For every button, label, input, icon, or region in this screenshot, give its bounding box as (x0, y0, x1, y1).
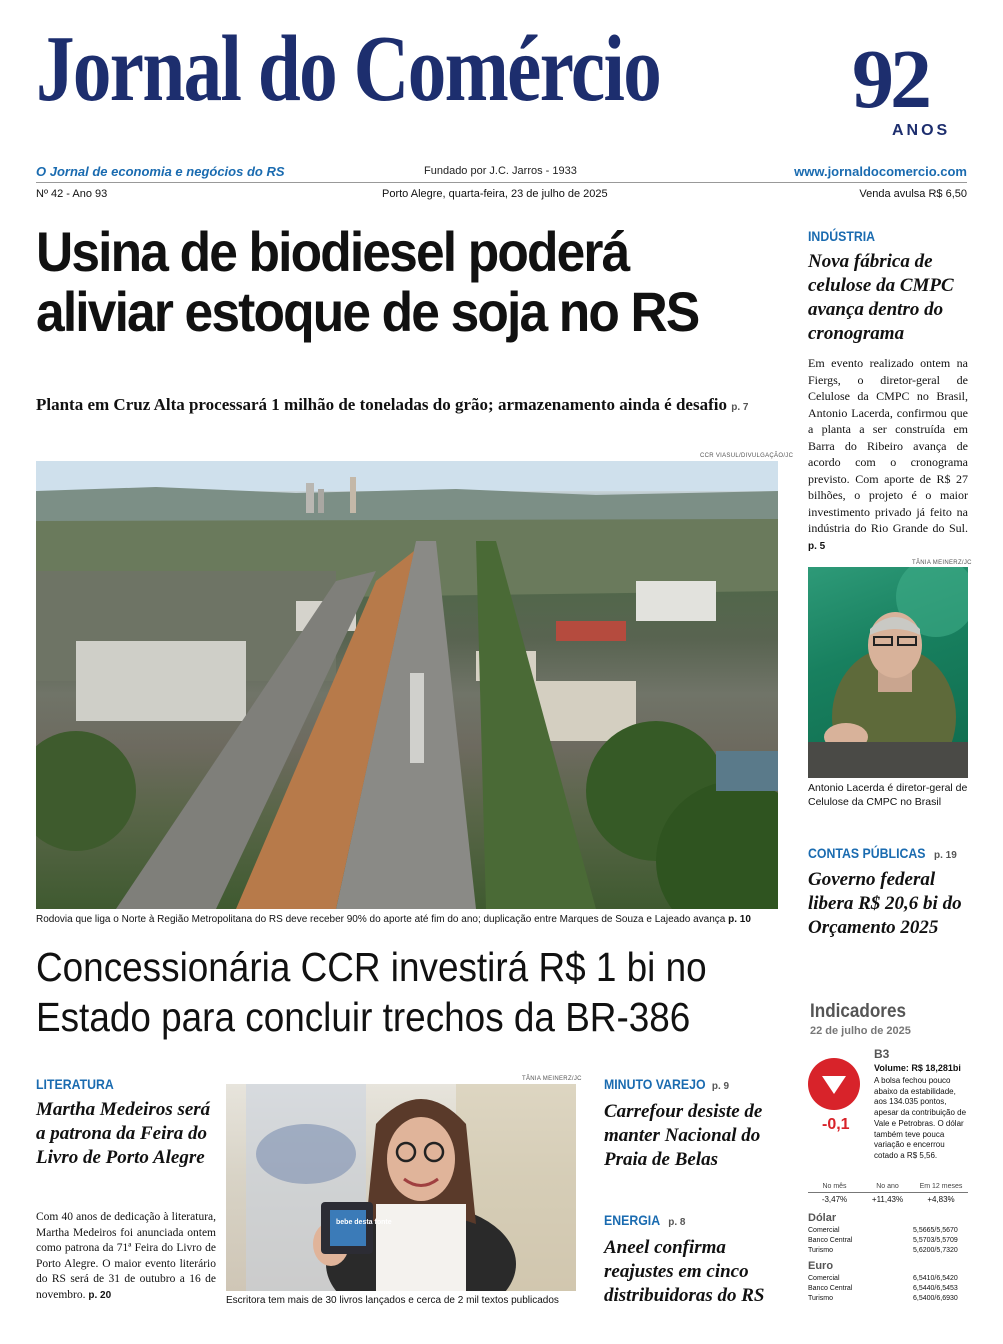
contas-page-ref[interactable]: p. 19 (933, 850, 957, 861)
literatura-body-text: Com 40 anos de dedicação à literatura, Martha Medeiros foi anunciada ontem como patrona da 71ª Feira do Livro de Porto Alegre. O maior evento literário do RS será de 31 de outubro a 16 de novembro. (36, 1211, 216, 1301)
period-values (808, 1195, 968, 1204)
edition-number: Nº 42 - Ano 93 (36, 188, 108, 200)
period-value: +4,83% (927, 1195, 955, 1204)
rate-value: 6,5410/6,5420 (913, 1275, 958, 1282)
indicadores-title: Indicadores (810, 1001, 906, 1022)
main-caption-text: Rodovia que liga o Norte à Região Metropolitana do RS deve receber 90% do aporte até fim do ano; duplicação entre Marques de Souza e Lajeado avança (36, 914, 726, 925)
euro-label: Euro (808, 1260, 834, 1272)
mug-text: bebe desta fonte (336, 1219, 392, 1226)
indicadores-date: 22 de julho de 2025 (810, 1025, 911, 1037)
rate-value: 5,5665/5,5670 (913, 1227, 958, 1234)
varejo-page-ref[interactable]: p. 9 (711, 1081, 730, 1092)
table-row (808, 1285, 968, 1292)
industria-page-ref[interactable]: p. 5 (808, 540, 826, 552)
main-photo-caption (36, 914, 751, 925)
header-divider (36, 182, 967, 183)
martha-photo (226, 1084, 576, 1291)
highway-aerial-image (36, 461, 778, 909)
website-link[interactable]: www.jornaldocomercio.com (794, 164, 967, 179)
industria-body (808, 355, 968, 555)
masthead-title: Jornal do Comércio (36, 17, 661, 121)
tagline: O Jornal de economia e negócios do RS (36, 164, 285, 179)
main-photo (36, 461, 778, 909)
industria-photo-caption: Antonio Lacerda é diretor-geral de Celulose da CMPC no Brasil (808, 782, 968, 808)
literatura-photo-caption: Escritora tem mais de 30 livros lançados e cerca de 2 mil textos publicados (226, 1295, 559, 1306)
main-photo-credit: CCR VIASUL/DIVULGAÇÃO/JC (700, 453, 794, 459)
energia-header (604, 1212, 685, 1230)
rate-name: Turismo (808, 1295, 834, 1302)
table-row (808, 1227, 968, 1234)
author-image (226, 1084, 576, 1291)
period-value: +11,43% (871, 1195, 904, 1204)
anniversary-label: ANOS (892, 122, 951, 139)
contas-section-label: CONTAS PÚBLICAS (808, 845, 926, 861)
rate-name: Comercial (808, 1275, 840, 1282)
table-row (808, 1275, 968, 1282)
table-row (808, 1247, 968, 1254)
literatura-title[interactable]: Martha Medeiros será a patrona da Feira do Livro de Porto Alegre (36, 1099, 211, 1168)
rate-name: Banco Central (808, 1237, 853, 1244)
dateline: Porto Alegre, quarta-feira, 23 de julho de 2025 (382, 188, 608, 200)
rate-value: 5,6200/5,7320 (913, 1247, 958, 1254)
contas-header (808, 845, 957, 863)
industria-section-label: INDÚSTRIA (808, 228, 876, 244)
founded-line: Fundado por J.C. Jarros - 1933 (424, 165, 577, 177)
industria-photo-credit: TÂNIA MEINERZ/JC (912, 560, 972, 566)
period-divider (808, 1192, 968, 1193)
ccr-headline-line2: Estado para concluir trechos da BR-386 (36, 994, 691, 1040)
industria-title[interactable]: Nova fábrica de celulose da CMPC avança dentro do cronograma (808, 251, 954, 344)
period-headers (808, 1183, 968, 1190)
period-value: -3,47% (821, 1195, 848, 1204)
b3-label: B3 (874, 1047, 890, 1061)
b3-text: A bolsa fechou pouco abaixo da estabilidade, aos 134.035 pontos, apesar da contribuição de Vale e Petrobras. O dólar também teve pouca variação e encerrou cotado a R$ 5,56. (874, 1076, 967, 1160)
energia-page-ref[interactable]: p. 8 (668, 1217, 686, 1228)
varejo-header (604, 1076, 729, 1094)
rate-value: 5,5703/5,5709 (913, 1237, 958, 1244)
table-row (808, 1295, 968, 1302)
lead-subhead-text: Planta em Cruz Alta processará 1 milhão de toneladas do grão; armazenamento ainda é desafio (36, 395, 727, 414)
table-row (808, 1237, 968, 1244)
varejo-section-label: MINUTO VAREJO (604, 1076, 706, 1092)
main-caption-page-ref[interactable]: p. 10 (728, 914, 751, 925)
rate-name: Banco Central (808, 1285, 853, 1292)
dolar-label: Dólar (808, 1212, 837, 1224)
period-header: No mês (822, 1183, 847, 1190)
lead-headline[interactable]: Usina de biodiesel poderá aliviar estoque de soja no RS (36, 220, 699, 343)
lead-page-ref[interactable]: p. 7 (731, 402, 749, 413)
lacerda-photo (808, 567, 968, 778)
contas-title[interactable]: Governo federal libera R$ 20,6 bi do Orçamento 2025 (808, 869, 962, 938)
literatura-section-label: LITERATURA (36, 1076, 114, 1092)
rate-name: Turismo (808, 1247, 834, 1254)
ccr-headline[interactable] (36, 942, 707, 1042)
period-header: Em 12 meses (919, 1183, 963, 1190)
ccr-headline-line1: Concessionária CCR investirá R$ 1 bi no (36, 944, 707, 990)
literatura-photo-credit: TÂNIA MEINERZ/JC (522, 1076, 582, 1082)
literatura-page-ref[interactable]: p. 20 (88, 1289, 112, 1301)
rate-value: 6,5440/6,5453 (913, 1285, 958, 1292)
period-header: No ano (876, 1183, 899, 1190)
lead-subhead (36, 395, 748, 415)
rate-name: Comercial (808, 1227, 840, 1234)
rate-value: 6,5400/6,6930 (913, 1295, 958, 1302)
varejo-title[interactable]: Carrefour desiste de manter Nacional do Praia de Belas (604, 1101, 763, 1170)
b3-volume: Volume: R$ 18,281bi (874, 1063, 961, 1073)
literatura-body (36, 1210, 216, 1303)
industria-body-text: Em evento realizado ontem na Fiergs, o diretor-geral de Celulose da CMPC no Brasil, Antonio Lacerda, confirmou que a planta a ser construída em Barra do Ribeiro avança de acordo com o cronograma previsto. Com aporte de R$ 27 bilhões, o projeto é o maior investimento privado já feito na indústria do Rio Grande do Sul. (808, 356, 968, 535)
energia-title[interactable]: Aneel confirma reajustes em cinco distribuidoras do RS (604, 1237, 765, 1306)
b3-down-icon (808, 1058, 860, 1110)
speaker-image (808, 567, 968, 778)
price: Venda avulsa R$ 6,50 (859, 188, 967, 200)
b3-change: -0,1 (822, 1116, 850, 1133)
anniversary-badge (852, 33, 972, 139)
anniversary-number: 92 (852, 33, 928, 126)
energia-section-label: ENERGIA (604, 1212, 661, 1228)
